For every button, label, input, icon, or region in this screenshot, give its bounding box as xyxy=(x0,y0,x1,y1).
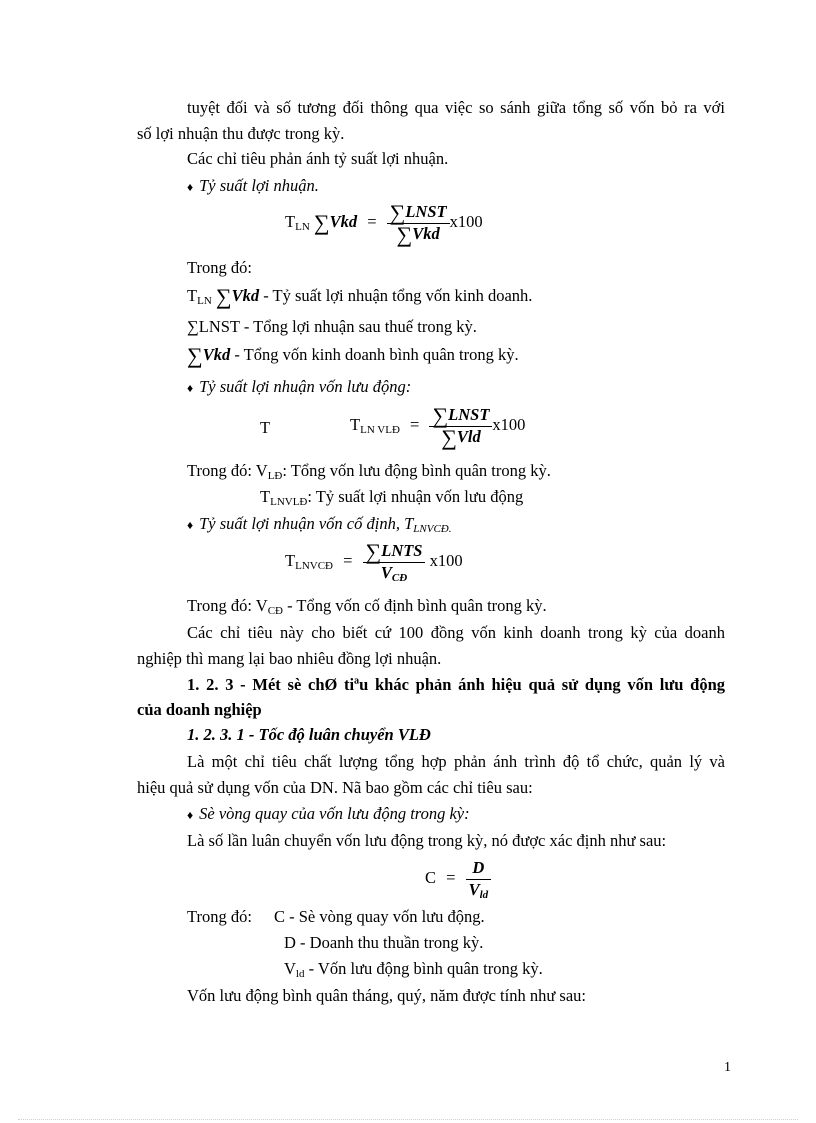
definition-line: D - Doanh thu thuần trong kỳ. xyxy=(284,933,484,952)
definition-line: C - Sè vòng quay vốn lưu động. xyxy=(274,907,485,926)
definition-line: $T_{LN}$ ∑Vkd - Tỷ suất lợi nhuận tổng vốn kinh doanh. xyxy=(187,284,533,309)
definition-line: ∑LNST - Tổng lợi nhuận sau thuế trong kỳ. xyxy=(187,317,477,336)
formula-3: $T_{LNVCĐ}$ = $\frac{\text{∑LNTS}}{V_{CĐ}}$ x100 xyxy=(285,539,463,584)
section-heading: của doanh nghiệp xyxy=(137,700,262,719)
definition-line: Trong đó: $V_{LĐ}$: Tổng vốn lưu động bình quân trong kỳ. xyxy=(187,461,551,482)
paragraph-line: Là số lần luân chuyển vốn lưu động trong kỳ, nó được xác định như sau: xyxy=(187,831,667,850)
heading-item: ♦ Tỷ suất lợi nhuận vốn lưu động: xyxy=(187,377,412,396)
paragraph-line: hiệu quả sử dụng vốn của DN. Nã bao gồm các chỉ tiêu sau: xyxy=(137,778,533,797)
page-number: 1 xyxy=(724,1060,731,1075)
diamond-bullet-icon: ♦ xyxy=(187,518,194,532)
fraction: $\frac{\text{∑LNST}}{\text{∑Vkd}}$ xyxy=(387,202,450,244)
fraction: $\frac{D}{V_{ld}}$ xyxy=(466,858,492,900)
paragraph-line: Trong đó: xyxy=(187,258,252,277)
diamond-bullet-icon: ♦ xyxy=(187,381,194,395)
paragraph-line: Vốn lưu động bình quân tháng, quý, năm được tính như sau: xyxy=(187,986,586,1005)
paragraph-line: Các chỉ tiêu này cho biết cứ 100 đồng vốn kinh doanh trong kỳ của doanh xyxy=(187,623,725,642)
definition-line: Trong đó: xyxy=(187,907,252,926)
paragraph-line: Các chỉ tiêu phản ánh tỷ suất lợi nhuận. xyxy=(187,149,449,168)
paragraph-line: Là một chỉ tiêu chất lượng tổng hợp phản ánh trình độ tổ chức, quản lý và xyxy=(187,752,725,771)
paragraph-line: số lợi nhuận thu được trong kỳ. xyxy=(137,124,345,143)
paragraph-line: nghiệp thì mang lại bao nhiêu đồng lợi nhuận. xyxy=(137,649,442,668)
paragraph-line: tuyệt đối và số tương đối thông qua việc so sánh giữa tổng số vốn bỏ ra với xyxy=(187,98,725,117)
definition-line: $V_{ld}$ - Vốn lưu động bình quân trong kỳ. xyxy=(284,959,543,980)
definition-line: Trong đó: $V_{CĐ}$ - Tổng vốn cố định bình quân trong kỳ. xyxy=(187,596,547,617)
footer-divider xyxy=(18,1119,798,1120)
subsection-heading: 1. 2. 3. 1 - Tốc độ luân chuyển VLĐ xyxy=(187,725,431,744)
definition-line: ∑Vkd - Tổng vốn kinh doanh bình quân trong kỳ. xyxy=(187,343,519,368)
fraction: $\frac{\text{∑LNTS}}{V_{CĐ}}$ xyxy=(363,541,426,583)
formula-4: C = $\frac{D}{V_{ld}}$ xyxy=(425,858,491,900)
definition-line: $T_{LNVLĐ}$: Tỷ suất lợi nhuận vốn lưu động xyxy=(260,487,524,508)
diamond-bullet-icon: ♦ xyxy=(187,808,194,822)
formula-2-lead: T xyxy=(260,418,271,437)
fraction: $\frac{\text{∑LNST}}{\text{∑Vld}}$ xyxy=(429,405,492,447)
diamond-bullet-icon: ♦ xyxy=(187,180,194,194)
heading-item: ♦ Sè vòng quay của vốn lưu động trong kỳ: xyxy=(187,804,470,823)
formula-2: $T_{LN VLĐ}$ = $\frac{\text{∑LNST}}{\text{∑Vld}}$ x100 xyxy=(350,403,526,450)
heading-item: ♦ Tỷ suất lợi nhuận. xyxy=(187,176,319,195)
section-heading: 1. 2. 3 - Mét sè chØ tiªu khác phản ánh hiệu quả sử dụng vốn lưu động xyxy=(187,675,725,694)
formula-1: $T_{LN}$ ∑Vkd = $\frac{\text{∑LNST}}{\text{∑Vkd}}$ x100 xyxy=(285,200,483,247)
heading-item: ♦ Tỷ suất lợi nhuận vốn cố định, $T_{LNVCĐ.}$ xyxy=(187,514,452,535)
